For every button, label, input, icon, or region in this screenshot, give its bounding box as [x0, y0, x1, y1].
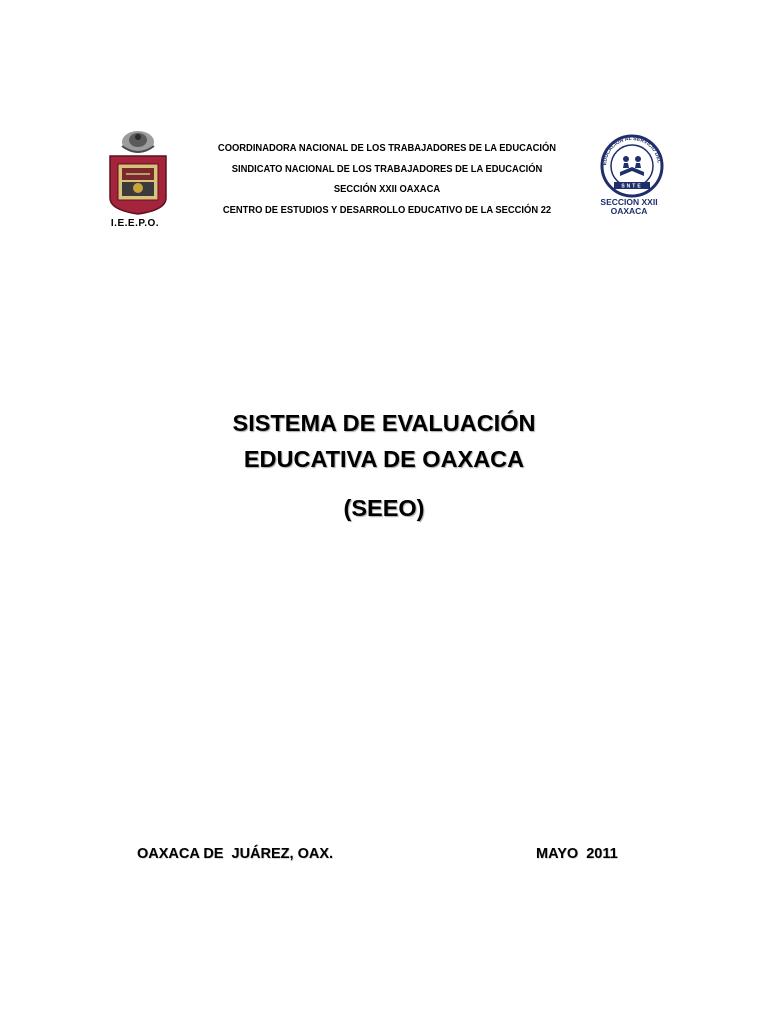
snte-caption	[584, 198, 674, 216]
header-line-snte: SINDICATO NACIONAL DE LOS TRABAJADORES DE LA EDUCACIÓN	[231, 163, 543, 175]
document-acronym: (SEEO)	[343, 495, 425, 521]
title-line-2: EDUCATIVA DE OAXACA	[243, 446, 525, 472]
seal-band-text: SNTE	[621, 183, 643, 190]
snte-caption-line2: OAXACA	[610, 206, 648, 216]
seal-ring-text: EDUCACIÓN AL SERVICIO DEL	[601, 135, 662, 166]
ieepo-caption: I.E.E.P.O.	[110, 218, 160, 229]
ieepo-coat-of-arms-icon	[100, 128, 180, 232]
title-line-1: SISTEMA DE EVALUACIÓN	[232, 410, 536, 436]
header-block	[211, 139, 562, 221]
header-line-centro: CENTRO DE ESTUDIOS Y DESARROLLO EDUCATIVO DE LA SECCIÓN 22	[222, 204, 552, 216]
header-line-cnte: COORDINADORA NACIONAL DE LOS TRABAJADORES DE LA EDUCACIÓN	[217, 143, 557, 154]
footer-date: MAYO 2011	[536, 846, 618, 862]
document-title	[134, 405, 634, 477]
footer-place: OAXACA DE JUÁREZ, OAX.	[137, 846, 334, 862]
eagle-emblem-icon	[122, 131, 154, 153]
snte-caption-line1: SECCION XXII	[600, 197, 658, 207]
header-line-seccion: SECCIÓN XXII OAXACA	[333, 184, 441, 195]
shield-icon	[110, 156, 166, 214]
